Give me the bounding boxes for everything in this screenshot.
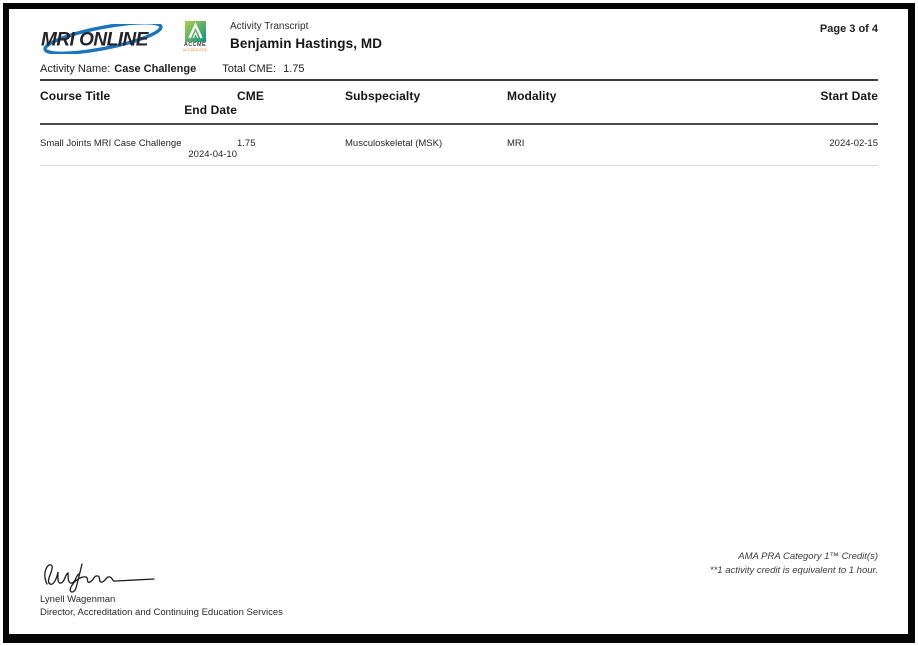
accme-accredited-label: ACCREDITED bbox=[182, 48, 208, 52]
total-cme-label: Total CME: bbox=[222, 63, 277, 75]
cell-cme: 1.75 bbox=[237, 138, 256, 149]
course-table bbox=[40, 81, 878, 166]
signature-block bbox=[40, 557, 283, 618]
cell-subspecialty: Musculoskeletal (MSK) bbox=[345, 138, 443, 149]
credit-line-2: **1 activity credit is equivalent to 1 hour. bbox=[709, 565, 878, 577]
accme-label: ACCME bbox=[183, 42, 207, 48]
total-cme-value: 1.75 bbox=[283, 63, 305, 75]
cell-modality: MRI bbox=[507, 138, 525, 149]
credit-statement bbox=[710, 550, 878, 578]
logo-group bbox=[40, 21, 208, 54]
activity-name-value: Case Challenge bbox=[114, 63, 197, 75]
mri-online-logo bbox=[40, 24, 168, 54]
person-name: Benjamin Hastings, MD bbox=[230, 36, 383, 51]
cell-end-date: 2024-04-10 bbox=[188, 149, 237, 160]
signature-image bbox=[38, 557, 162, 593]
column-header: CME bbox=[237, 89, 264, 103]
column-header: Subspecialty bbox=[345, 89, 421, 103]
title-block bbox=[230, 21, 382, 51]
column-header: End Date bbox=[184, 103, 237, 117]
accme-mark-icon bbox=[185, 21, 206, 42]
document-page-frame bbox=[3, 3, 915, 643]
document-type-label: Activity Transcript bbox=[230, 21, 309, 32]
cell-course-title: Small Joints MRI Case Challenge bbox=[40, 138, 182, 149]
total-cme bbox=[222, 63, 304, 75]
signer-name: Lynell Wagenman bbox=[40, 594, 116, 605]
svg-text:MRI ONLINE: MRI ONLINE bbox=[41, 29, 148, 51]
credit-line-1: AMA PRA Category 1™ Credit(s) bbox=[738, 551, 878, 563]
page-number-label: Page 3 of 4 bbox=[819, 23, 878, 35]
cell-start-date: 2024-02-15 bbox=[829, 138, 878, 149]
column-header: Modality bbox=[507, 89, 557, 103]
column-header: Course Title bbox=[40, 89, 111, 103]
table-row bbox=[40, 125, 878, 166]
accme-logo bbox=[182, 21, 208, 53]
document-page bbox=[9, 9, 908, 634]
activity-name-label: Activity Name: bbox=[40, 63, 111, 75]
table-header-row bbox=[40, 81, 878, 125]
signer-title: Director, Accreditation and Continuing Education Services bbox=[40, 607, 283, 618]
column-header: Start Date bbox=[820, 89, 878, 103]
header bbox=[40, 21, 878, 54]
activity-summary-row bbox=[40, 63, 878, 81]
